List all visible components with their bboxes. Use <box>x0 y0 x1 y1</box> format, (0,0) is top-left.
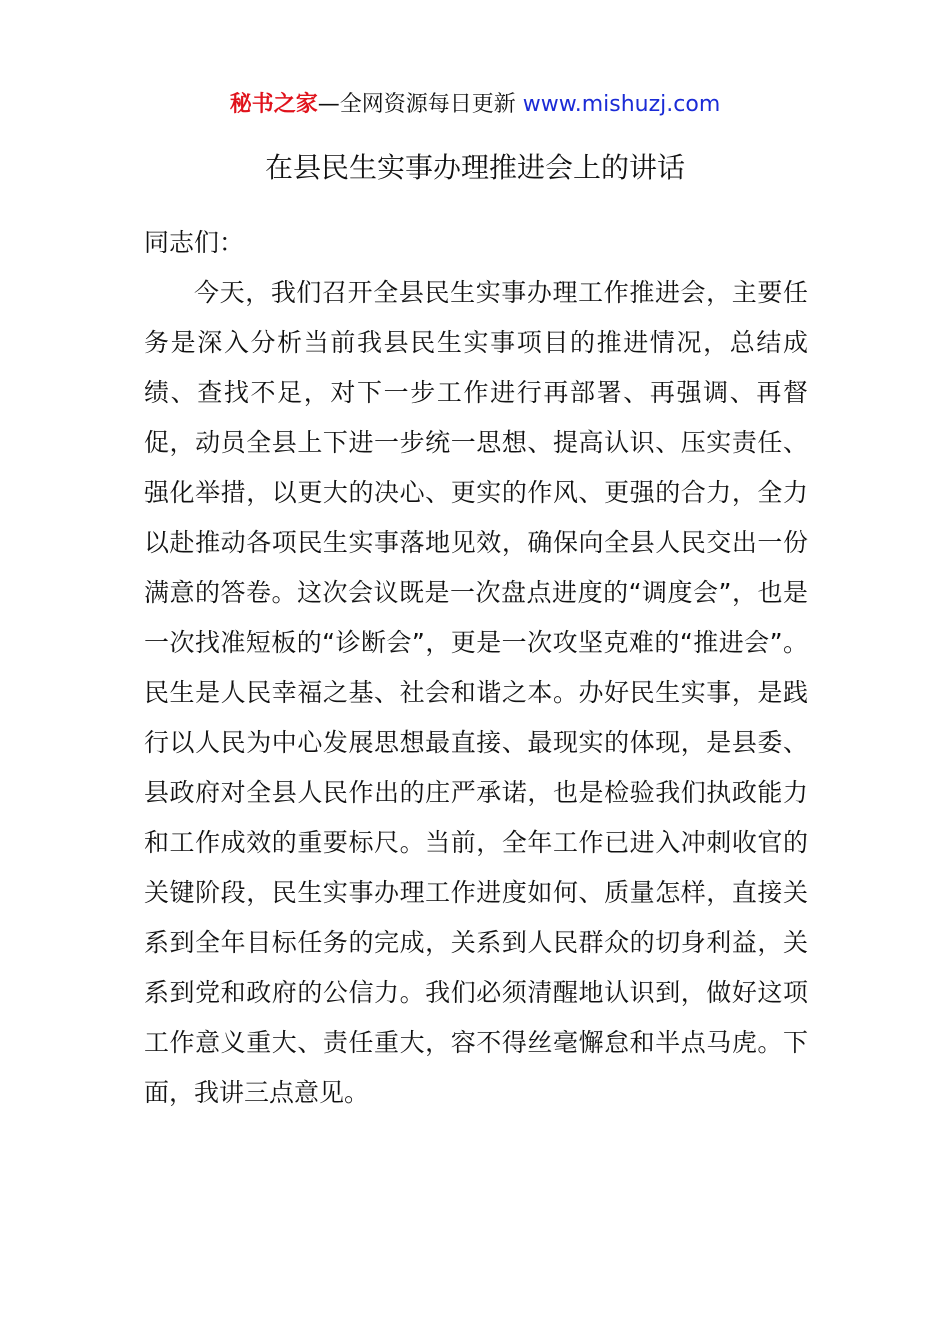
header-tagline: —全网资源每日更新 <box>317 92 523 117</box>
brand-name: 秘书之家 <box>229 92 318 117</box>
body-paragraph: 今天，我们召开全县民生实事办理工作推进会，主要任务是深入分析当前我县民生实事项目的推进情况，总结成绩、查找不足，对下一步工作进行再部署、再强调、再督促，动员全县上下进一步统一思想、提高认识、压实责任、强化举措，以更大的决心、更实的作风、更强的合力，全力以赴推动各项民生实事落地见效，确保向全县人民交出一份满意的答卷。这次会议既是一次盘点进度的“调度会”，也是一次找准短板的“诊断会”，更是一次攻坚克难的“推进会”。民生是人民幸福之基、社会和谐之本。办好民生实事，是践行以人民为中心发展思想最直接、最现实的体现，是县委、县政府对全县人民作出的庄严承诺，也是检验我们执政能力和工作成效的重要标尺。当前，全年工作已进入冲刺收官的关键阶段，民生实事办理工作进度如何、质量怎样，直接关系到全年目标任务的完成，关系到人民群众的切身利益，关系到党和政府的公信力。我们必须清醒地认识到，做好这项工作意义重大、责任重大，容不得丝毫懈怠和半点马虎。下面，我讲三点意见。 <box>144 278 808 1107</box>
document-title: 在县民生实事办理推进会上的讲话 <box>264 151 685 184</box>
document-body <box>144 218 808 1118</box>
site-header <box>0 88 950 122</box>
site-url-link[interactable]: www.mishuzj.com <box>522 92 721 117</box>
salutation: 同志们： <box>144 228 245 257</box>
